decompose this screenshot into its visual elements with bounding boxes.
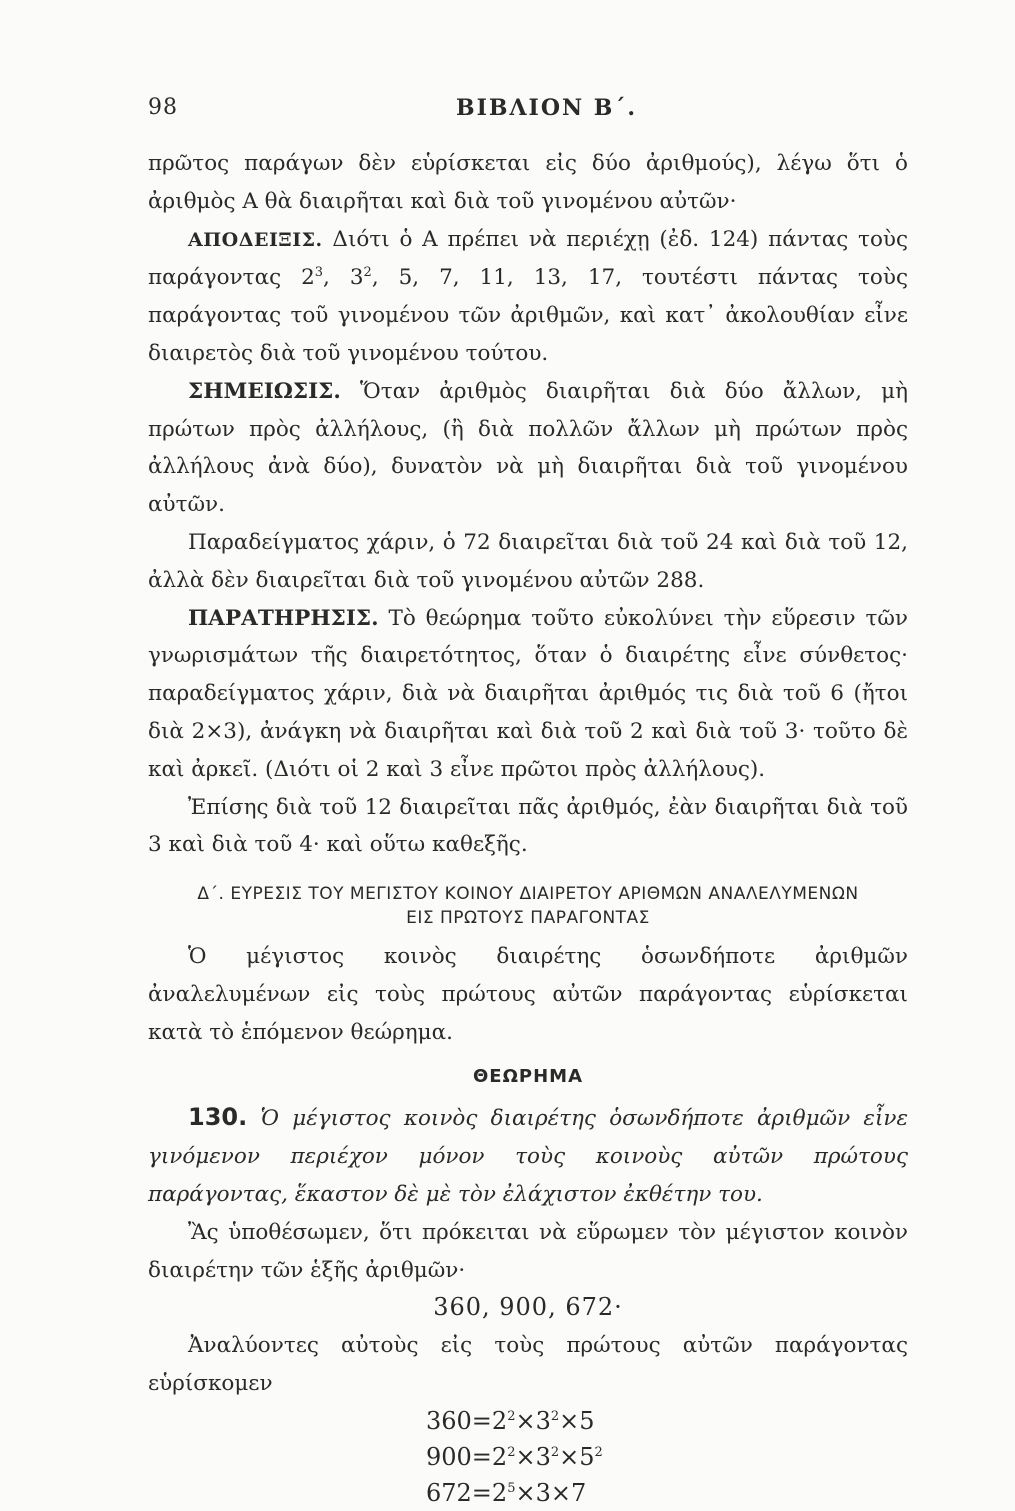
decompose-paragraph: Ἀναλύοντες αὐτοὺς εἰς τοὺς πρώτους αὐτῶν παράγοντας εὑρίσκομεν: [148, 1333, 908, 1396]
theorem-title: ΘΕΩΡΗΜΑ: [473, 1065, 583, 1087]
page-body: [148, 145, 908, 1511]
page-number: 98: [148, 95, 178, 120]
theorem-statement: 130. Ὁ μέγιστος κοινὸς διαιρέτης ὁσωνδήποτε ἀριθμῶν εἶνε γινόμενον περιέχον μόνον τοὺς κοινοὺς αὐτῶν πρώτους παράγοντας, ἕκαστον δὲ μὲ τὸν ἐλάχιστον ἐκθέτην του.: [148, 1103, 908, 1207]
observation-paragraph: ΠΑΡΑΤΗΡΗΣΙΣ. Τὸ θεώρημα τοῦτο εὐκολύνει τὴν εὕρεσιν τῶν γνωρισμάτων τῆς διαιρετότητος, ὅταν ὁ διαιρέτης εἶνε σύνθετος· παραδείγματος χάριν, διὰ νὰ διαιρῆται ἀριθμός τις διὰ τοῦ 6 (ἤτοι διὰ 2×3), ἀνάγκη νὰ διαιρῆται καὶ διὰ τοῦ 2 καὶ διὰ τοῦ 3· τοῦτο δὲ καὶ ἀρκεῖ. (Διότι οἱ 2 καὶ 3 εἶνε πρῶτοι πρὸς ἀλλήλους).: [148, 605, 908, 782]
equation-360: $360=2^2\times 3^2\times 5$: [426, 1406, 595, 1435]
gcd-intro-paragraph: Ὁ μέγιστος κοινὸς διαιρέτης ὁσωνδήποτε ἀριθμῶν ἀναλελυμένων εἰς τοὺς πρώτους αὐτῶν παράγοντας εὑρίσκεται κατὰ τὸ ἑπόμενον θεώρημα.: [148, 944, 908, 1045]
continued-paragraph: πρῶτος παράγων δὲν εὑρίσκεται εἰς δύο ἀριθμούς), λέγω ὅτι ὁ ἀριθμὸς Α θὰ διαιρῆται καὶ διὰ τοῦ γινομένου αὐτῶν·: [148, 151, 908, 214]
numbers-line: 360, 900, 672·: [433, 1293, 623, 1322]
running-header: [148, 95, 908, 125]
also-paragraph: Ἐπίσης διὰ τοῦ 12 διαιρεῖται πᾶς ἀριθμός, ἐὰν διαιρῆται διὰ τοῦ 3 καὶ διὰ τοῦ 4· καὶ οὕτω καθεξῆς.: [148, 794, 908, 858]
proof-label: ΑΠΟΔΕΙΞΙΣ.: [188, 228, 323, 251]
equation-900: $900=2^2\times 3^2\times 5^2$: [426, 1442, 603, 1471]
suppose-paragraph: Ἂς ὑποθέσωμεν, ὅτι πρόκειται νὰ εὕρωμεν τὸν μέγιστον κοινὸν διαιρέτην τῶν ἑξῆς ἀριθμῶν·: [148, 1219, 908, 1283]
theorem-number: 130.: [188, 1103, 248, 1132]
running-title: ΒΙΒΛΙΟΝ Β΄.: [456, 95, 638, 121]
observation-label: ΠΑΡΑΤΗΡΗΣΙΣ.: [188, 605, 379, 631]
note-paragraph: ΣΗΜΕΙΩΣΙΣ. Ὅταν ἀριθμὸς διαιρῆται διὰ δύο ἄλλων, μὴ πρώτων πρὸς ἀλλήλους, (ἢ διὰ πολλῶν ἄλλων μὴ πρώτων πρὸς ἀλλήλους ἀνὰ δύο), δυνατὸν νὰ μὴ διαιρῆται διὰ τοῦ γινομένου αὐτῶν.: [148, 378, 908, 518]
note-label: ΣΗΜΕΙΩΣΙΣ.: [188, 378, 341, 404]
section-heading: Δ΄. ΕΥΡΕΣΙΣ ΤΟΥ ΜΕΓΙΣΤΟΥ ΚΟΙΝΟΥ ΔΙΑΙΡΕΤΟΥ ΑΡΙΘΜΩΝ ΑΝΑΛΕΛΥΜΕΝΩΝ ΕΙΣ ΠΡΩΤΟΥΣ ΠΑΡΑΓΟΝΤΑΣ: [197, 884, 859, 929]
example-paragraph: Παραδείγματος χάριν, ὁ 72 διαιρεῖται διὰ τοῦ 24 καὶ διὰ τοῦ 12, ἀλλὰ δὲν διαιρεῖται διὰ τοῦ γινομένου αὐτῶν 288.: [148, 529, 908, 593]
proof-paragraph: ΑΠΟΔΕΙΞΙΣ. Διότι ὁ Α πρέπει νὰ περιέχῃ (ἐδ. 124) πάντας τοὺς παράγοντας $2^3$, $3^2$, 5, 7, 11, 13, 17, τουτέστι πάντας τοὺς παράγοντας τοῦ γινομένου τῶν ἀριθμῶν, καὶ κατ᾽ ἀκολουθίαν εἶνε διαιρετὸς διὰ τοῦ γινομένου τούτου.: [148, 226, 908, 366]
equation-672: $672=2^5\times 3\times 7$: [426, 1478, 587, 1507]
